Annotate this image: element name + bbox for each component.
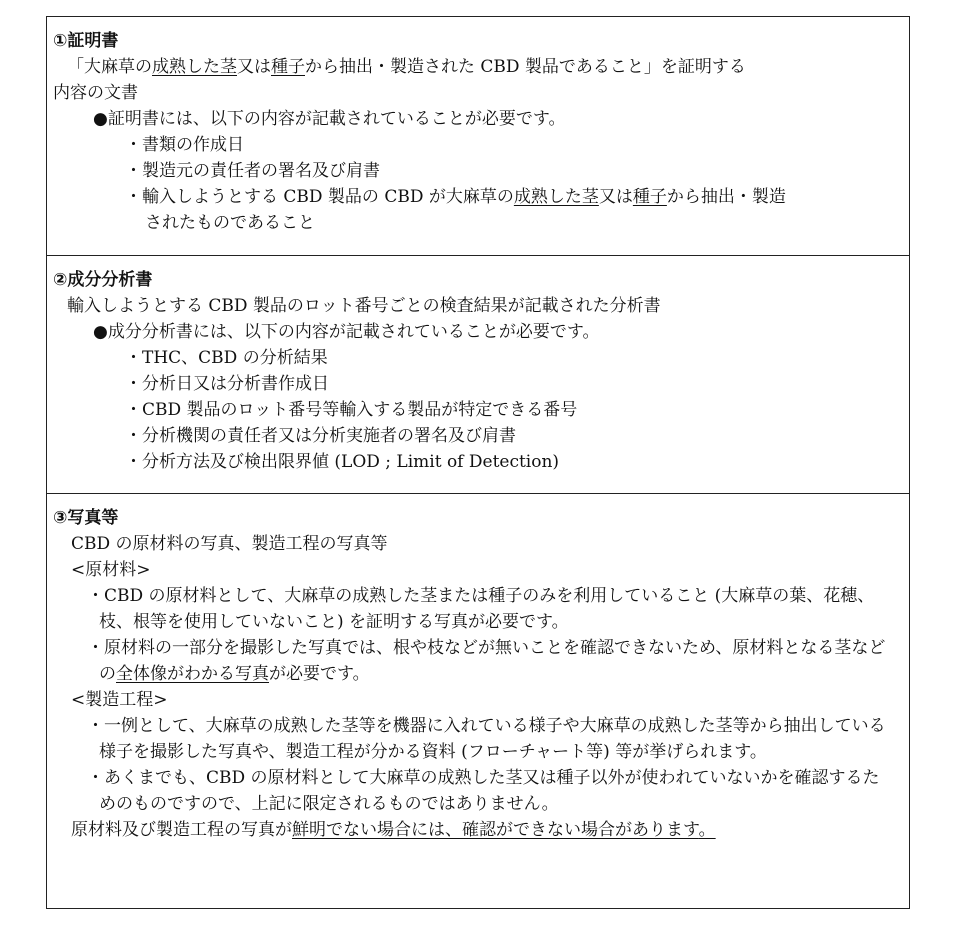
- section-heading: ①証明書: [53, 31, 119, 51]
- analysis-intro: 輸入しようとする CBD 製品のロット番号ごとの検査結果が記載された分析書: [67, 296, 661, 316]
- list-item: ・CBD の原材料として、大麻草の成熟した茎または種子のみを利用していること (大麻草の葉、花穂、枝、根等を使用していないこと) を証明する写真が必要です。: [87, 586, 875, 632]
- list-item: ・原材料の一部分を撮影した写真では、根や枝などが無いことを確認できないため、原材料となる茎などの全体像がわかる写真が必要です。: [87, 638, 886, 684]
- list-item: ・書類の作成日: [125, 135, 244, 155]
- certificate-intro-cont: 内容の文書: [53, 83, 138, 103]
- list-item: ・あくまでも、CBD の原材料として大麻草の成熟した茎又は種子以外が使われていないかを確認するためのものですので、上記に限定されるものではありません。: [87, 768, 880, 814]
- analysis-bullet: ●成分分析書には、以下の内容が記載されていることが必要です。: [93, 322, 600, 342]
- subheading-materials: <原材料>: [71, 560, 151, 580]
- section-analysis-report: [47, 255, 909, 493]
- section-photos: [47, 493, 909, 908]
- list-item: ・分析機関の責任者又は分析実施者の署名及び肩書: [125, 426, 516, 446]
- list-item: ・輸入しようとする CBD 製品の CBD が大麻草の成熟した茎又は種子から抽出・製造: [125, 187, 786, 207]
- certificate-intro: 「大麻草の成熟した茎又は種子から抽出・製造された CBD 製品であること」を証明する: [67, 57, 746, 77]
- underlined-text: 全体像がわかる写真: [116, 664, 269, 684]
- list-item: ・一例として、大麻草の成熟した茎等を機器に入れている様子や大麻草の成熟した茎等から抽出している様子を撮影した写真や、製造工程が分かる資料 (フローチャート等) 等が挙げられます。: [87, 716, 886, 762]
- list-item: ・製造元の責任者の署名及び肩書: [125, 161, 380, 181]
- list-item: ・THC、CBD の分析結果: [125, 348, 328, 368]
- section-certificate: [47, 17, 909, 255]
- certificate-bullet: ●証明書には、以下の内容が記載されていることが必要です。: [93, 109, 566, 129]
- section-heading: ③写真等: [53, 508, 119, 528]
- list-item: ・分析日又は分析書作成日: [125, 374, 329, 394]
- photos-note: 原材料及び製造工程の写真が鮮明でない場合には、確認ができない場合があります。: [71, 820, 716, 840]
- list-item: ・CBD 製品のロット番号等輸入する製品が特定できる番号: [125, 400, 578, 420]
- underlined-text: 鮮明でない場合には、確認ができない場合があります: [292, 820, 699, 840]
- underlined-text: 成熟した茎: [513, 187, 599, 207]
- underlined-text: 種子: [271, 57, 305, 77]
- section-heading: ②成分分析書: [53, 270, 153, 290]
- list-item-cont: されたものであること: [145, 213, 315, 233]
- subheading-process: <製造工程>: [71, 690, 168, 710]
- photos-intro: CBD の原材料の写真、製造工程の写真等: [71, 534, 388, 554]
- list-item: ・分析方法及び検出限界値 (LOD ; Limit of Detection): [125, 452, 560, 472]
- underlined-text: 成熟した茎: [152, 57, 237, 77]
- underlined-text: 種子: [632, 187, 667, 207]
- requirements-box: [46, 16, 910, 909]
